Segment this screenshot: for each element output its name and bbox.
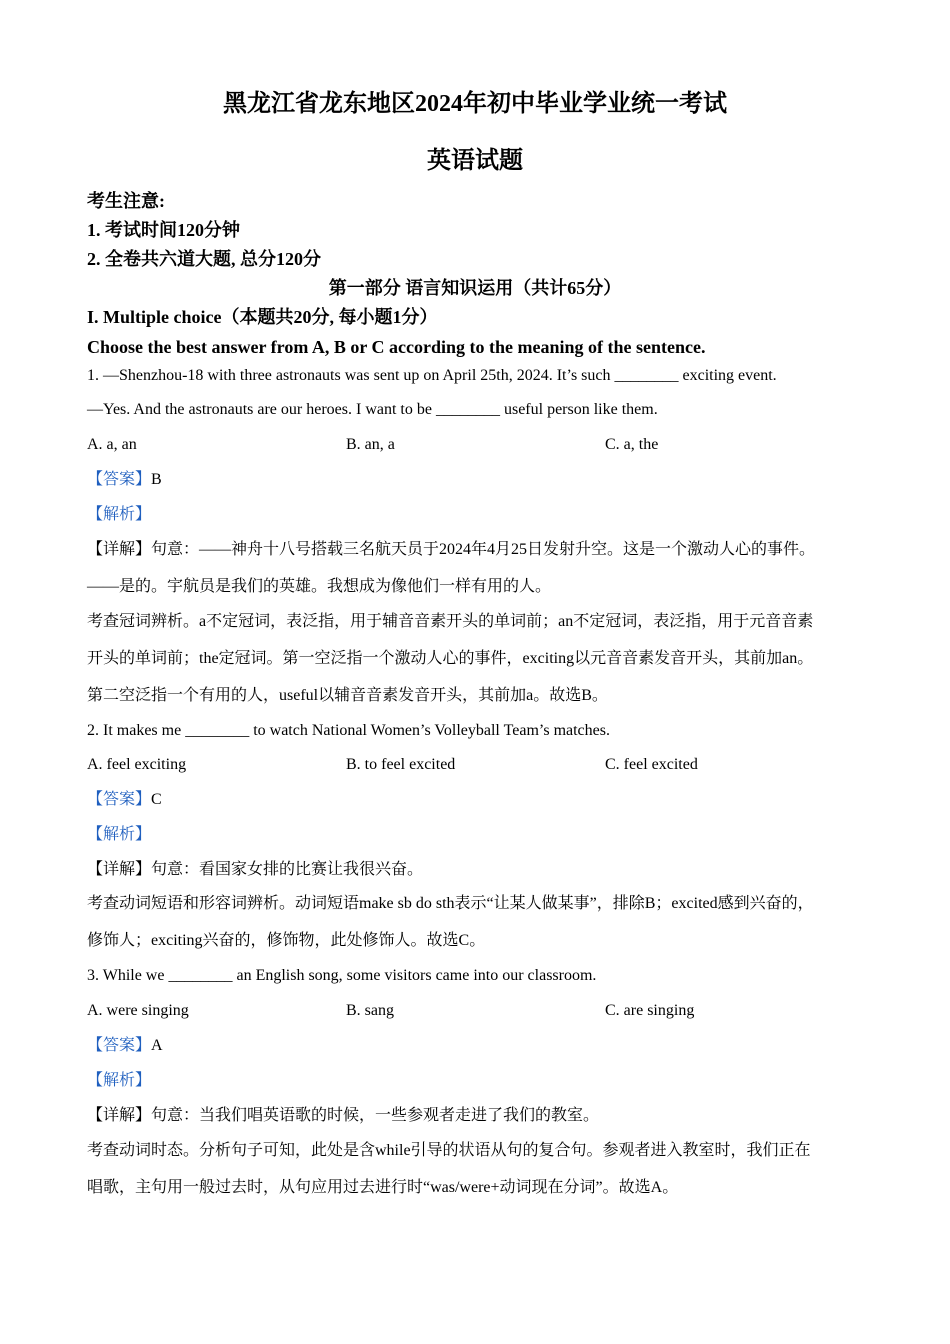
q3-answer xyxy=(87,1036,877,1056)
answer-label: 【答案】 xyxy=(87,1037,152,1054)
section1-heading: I. Multiple choice（本题共20分, 每小题1分） xyxy=(87,307,438,327)
q1-detail-line4: 开头的单词前；the定冠词。第一空泛指一个激动人心的事件，exciting以元音音素发音开头，其前加an。 xyxy=(87,650,814,667)
notice-item-score: 2. 全卷共六道大题, 总分120分 xyxy=(87,249,321,269)
q1-answer xyxy=(87,470,877,490)
exam-subtitle: 英语试题 xyxy=(427,148,523,174)
q2-detail-line1 xyxy=(87,860,877,880)
q2-detail-line2: 考查动词短语和形容词辨析。动词短语make sb do sth表示“让某人做某事”，排除B；excited感到兴奋的， xyxy=(87,895,814,912)
answer-label: 【答案】 xyxy=(87,791,152,808)
q2-option-c: C. feel excited xyxy=(605,756,698,773)
q1-option-a: A. a, an xyxy=(87,436,137,453)
q2-analysis-label: 【解析】 xyxy=(87,826,152,843)
q1-answer-value: B xyxy=(151,471,162,488)
q2-answer xyxy=(87,790,877,810)
q3-answer-value: A xyxy=(151,1037,163,1054)
detail-label: 【详解】 xyxy=(87,861,152,878)
q1-detail-text: 句意：——神舟十八号搭载三名航天员于2024年4月25日发射升空。这是一个激动人心的事件。 xyxy=(151,541,816,558)
detail-label: 【详解】 xyxy=(87,541,152,558)
q3-option-c: C. are singing xyxy=(605,1002,695,1019)
q2-stem: 2. It makes me ________ to watch National Women’s Volleyball Team’s matches. xyxy=(87,722,610,739)
section1-instruction: Choose the best answer from A, B or C according to the meaning of the sentence. xyxy=(87,337,706,357)
q1-option-c: C. a, the xyxy=(605,436,659,453)
exam-title: 黑龙江省龙东地区2024年初中毕业学业统一考试 xyxy=(223,91,727,117)
q3-detail-line1 xyxy=(87,1106,877,1126)
q2-detail-text: 句意：看国家女排的比赛让我很兴奋。 xyxy=(151,861,424,878)
q3-option-b: B. sang xyxy=(346,1002,394,1019)
notice-item-time: 1. 考试时间120分钟 xyxy=(87,220,240,240)
q1-stem-line2: —Yes. And the astronauts are our heroes. I want to be ________ useful person like them. xyxy=(87,401,658,418)
q3-stem: 3. While we ________ an English song, some visitors came into our classroom. xyxy=(87,967,597,984)
part1-heading: 第一部分 语言知识运用（共计65分） xyxy=(328,278,622,298)
q1-detail-line2: ——是的。宇航员是我们的英雄。我想成为像他们一样有用的人。 xyxy=(87,578,552,595)
q3-option-a: A. were singing xyxy=(87,1002,189,1019)
q1-detail-line1 xyxy=(87,540,877,560)
q1-option-b: B. an, a xyxy=(346,436,395,453)
q3-detail-line3: 唱歌，主句用一般过去时，从句应用过去进行时“was/were+动词现在分词”。故选A。 xyxy=(87,1179,679,1196)
notice-heading: 考生注意: xyxy=(87,191,165,211)
q1-detail-line5: 第二空泛指一个有用的人，useful以辅音音素发音开头，其前加a。故选B。 xyxy=(87,687,608,704)
q2-option-a: A. feel exciting xyxy=(87,756,187,773)
detail-label: 【详解】 xyxy=(87,1107,152,1124)
q2-detail-line3: 修饰人；exciting兴奋的，修饰物，此处修饰人。故选C。 xyxy=(87,932,486,949)
q3-detail-text: 句意：当我们唱英语歌的时候，一些参观者走进了我们的教室。 xyxy=(151,1107,600,1124)
q2-answer-value: C xyxy=(151,791,162,808)
q1-detail-line3: 考查冠词辨析。a不定冠词，表泛指，用于辅音音素开头的单词前；an不定冠词，表泛指，用于元音音素 xyxy=(87,613,814,630)
q3-analysis-label: 【解析】 xyxy=(87,1072,152,1089)
q2-option-b: B. to feel excited xyxy=(346,756,456,773)
q1-analysis-label: 【解析】 xyxy=(87,506,152,523)
q3-detail-line2: 考查动词时态。分析句子可知，此处是含while引导的状语从句的复合句。参观者进入教室时，我们正在 xyxy=(87,1142,811,1159)
q1-stem-line1: 1. —Shenzhou-18 with three astronauts was sent up on April 25th, 2024. It’s such ________ exciting event. xyxy=(87,367,777,384)
answer-label: 【答案】 xyxy=(87,471,152,488)
